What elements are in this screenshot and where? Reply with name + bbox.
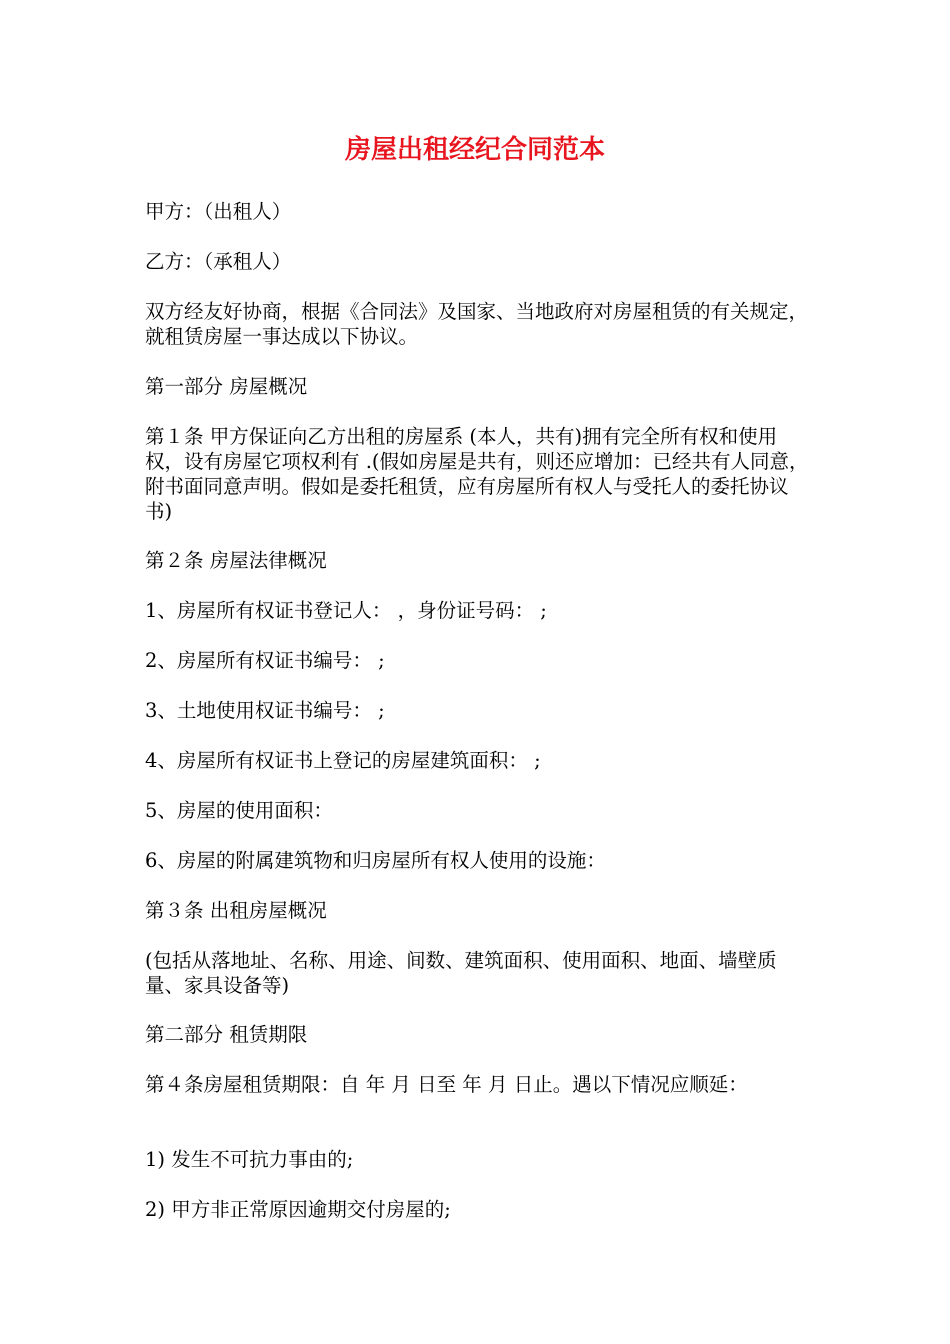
article-3-heading: 第３条 出租房屋概况 bbox=[145, 899, 327, 922]
extension-item-2: 2) 甲方非正常原因逾期交付房屋的; bbox=[145, 1198, 451, 1221]
article-2-heading: 第２条 房屋法律概况 bbox=[145, 549, 327, 572]
section-heading-part-1: 第一部分 房屋概况 bbox=[145, 375, 308, 398]
section-heading-part-2: 第二部分 租赁期限 bbox=[145, 1023, 308, 1046]
list-item-3: 3、土地使用权证书编号： ; bbox=[145, 699, 385, 722]
list-item-5: 5、房屋的使用面积： bbox=[145, 799, 333, 822]
article-4-paragraph: 第４条房屋租赁期限：自 年 月 日至 年 月 日止。遇以下情况应顺延： bbox=[145, 1073, 748, 1096]
list-item-1: 1、房屋所有权证书登记人： ，身份证号码： ; bbox=[145, 599, 547, 622]
extension-item-1: 1) 发生不可抗力事由的; bbox=[145, 1148, 354, 1171]
preamble-paragraph: 双方经友好协商，根据《合同法》及国家、当地政府对房屋租赁的有关规定，就租赁房屋一事达成以下协议。 bbox=[145, 300, 809, 348]
party-b-line: 乙方：（承租人） bbox=[145, 250, 292, 273]
document-title: 房屋出租经纪合同范本 bbox=[344, 135, 605, 165]
article-1-paragraph: 第１条 甲方保证向乙方出租的房屋系 (本人，共有)拥有完全所有权和使用权，设有房屋它项权利有 .(假如房屋是共有，则还应增加：已经共有人同意，附书面同意声明。假如是委托租赁，应有房屋所有权人与受托人的委托协议书) bbox=[145, 425, 809, 523]
party-a-line: 甲方：（出租人） bbox=[145, 200, 292, 223]
list-item-2: 2、房屋所有权证书编号： ; bbox=[145, 649, 385, 672]
list-item-4: 4、房屋所有权证书上登记的房屋建筑面积： ; bbox=[145, 749, 541, 772]
article-3-note: (包括从落地址、名称、用途、间数、建筑面积、使用面积、地面、墙壁质量、家具设备等) bbox=[145, 949, 777, 997]
list-item-6: 6、房屋的附属建筑物和归房屋所有权人使用的设施： bbox=[145, 849, 606, 872]
